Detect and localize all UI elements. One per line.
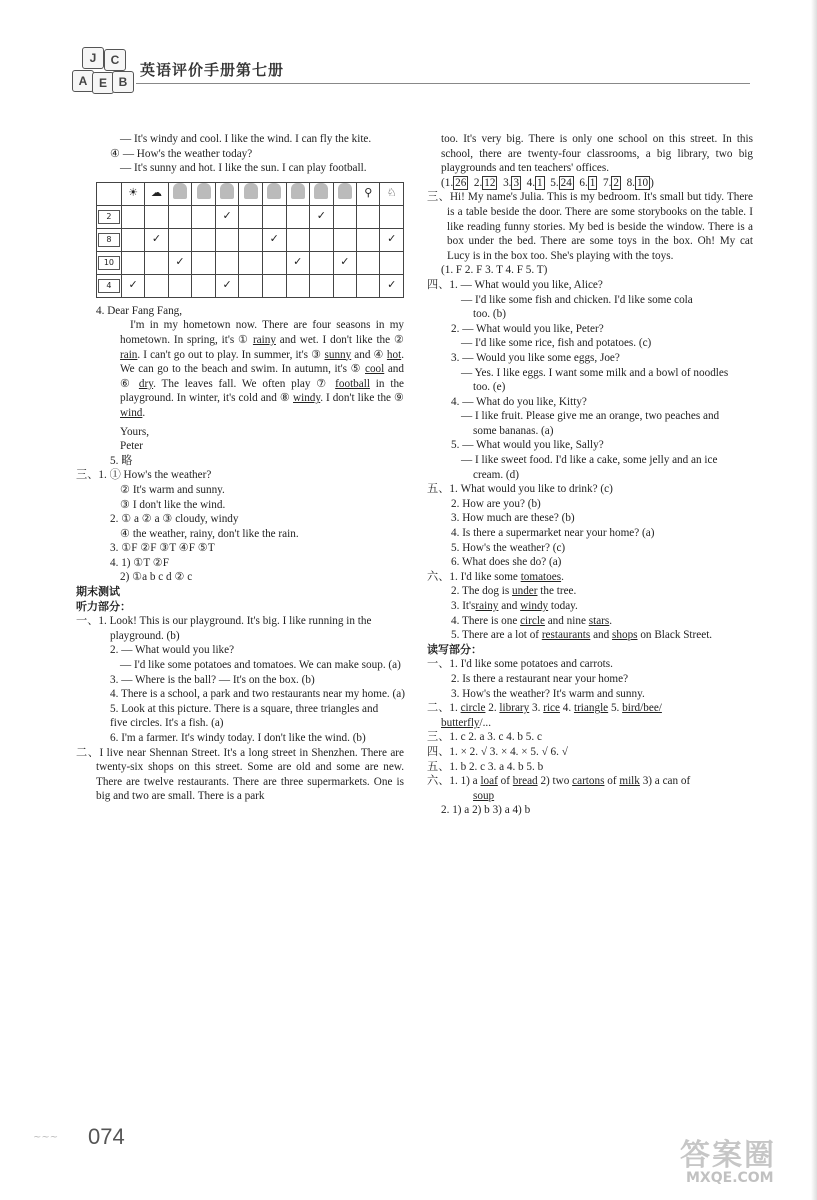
child-icon xyxy=(215,182,239,205)
answer-line: 3. — Would you like some eggs, Joe? xyxy=(451,351,620,364)
bicycle-icon: ⚲ xyxy=(357,182,380,205)
answer-line: 2. Is there a restaurant near your home? xyxy=(451,672,629,685)
child-icon xyxy=(239,182,263,205)
block-e: E xyxy=(92,72,114,94)
answer-line: — I'd like some potatoes and tomatoes. We can make soup. (a) xyxy=(120,659,401,672)
letter-signature: Peter xyxy=(120,440,143,453)
answer-line: 2. — What would you like? xyxy=(110,644,235,657)
answer-line: too. (b) xyxy=(473,308,506,321)
answer-line: 四、1. — What would you like, Alice? xyxy=(427,278,603,291)
answer-line: 3. How's the weather? It's warm and sunny. xyxy=(451,687,645,700)
child-icon xyxy=(333,182,357,205)
answer-line: 三、1. ① How's the weather? xyxy=(76,469,212,482)
answer-line: 3. How much are these? (b) xyxy=(451,512,575,525)
child-icon xyxy=(286,182,310,205)
answer-line: 5. 略 xyxy=(110,454,133,467)
answer-line: 6. What does she do? (a) xyxy=(451,556,562,569)
watermark-logo: 答案圈 xyxy=(680,1138,776,1173)
answer-line: 4. Is there a supermarket near your home? (a) xyxy=(451,527,655,540)
answer-line: — Yes. I like eggs. I want some milk and a bowl of noodles xyxy=(461,366,729,379)
grid-row-label: 8 xyxy=(97,228,122,251)
section-heading: 听力部分： xyxy=(76,599,131,613)
reading-passage: 二、I live near Shennan Street. It's a long street in Shenzhen. There are twenty-six shops on this street. Some are old and some are new. There are twelve restaurants. There are three supermarkets. One is big and two are small. There is a park xyxy=(76,746,404,803)
grid-header-row xyxy=(97,182,404,205)
header-rule xyxy=(136,83,750,84)
dialog-line: — It's sunny and hot. I like the sun. I can play football. xyxy=(120,162,367,175)
answer-line: ④ the weather, rainy, don't like the rain. xyxy=(120,527,299,540)
answer-line: 三、1. c 2. a 3. c 4. b 5. c xyxy=(427,731,542,744)
answer-line: ③ I don't like the wind. xyxy=(120,498,226,511)
answer-line: ② It's warm and sunny. xyxy=(120,483,225,496)
answer-line: too. (e) xyxy=(473,381,506,394)
answer-line: 2. — What would you like, Peter? xyxy=(451,322,604,335)
reading-passage: 三、Hi! My name's Julia. This is my bedroom. It's small but tidy. There is a table beside the door. There are some storybooks on the table. I like reading funny stories. My bed is beside the window. There is a box under the bed. There are some toys in the box. Oh! My cat Lucy is in the box too. She's playing with the toys. xyxy=(427,191,753,262)
dialog-line: ④ — How's the weather today? xyxy=(110,147,253,160)
reading-passage: too. It's very big. There is only one school on this street. In this school, there are twenty-four classrooms, a big library, two big playgrounds and ten teachers' offices. xyxy=(441,133,753,175)
answer-line: 6. I'm a farmer. It's windy today. I don't like the wind. (b) xyxy=(110,732,366,744)
letter-closing: Yours, xyxy=(120,425,150,438)
answer-line: 2. How are you? (b) xyxy=(451,497,541,510)
watermark-url: MXQE.COM xyxy=(686,1170,774,1186)
answer-line: 五、1. What would you like to drink? (c) xyxy=(427,483,613,496)
answer-line: 5. — What would you like, Sally? xyxy=(451,439,604,452)
answer-line: 3. — Where is the ball? — It's on the box. (b) xyxy=(110,673,315,686)
grid-row: 10 ✓ ✓ ✓ xyxy=(97,251,404,274)
child-icon xyxy=(192,182,216,205)
dialog-line: — It's windy and cool. I like the wind. I can fly the kite. xyxy=(120,133,372,145)
child-icon xyxy=(310,182,334,205)
answer-line: 2. 1) a 2) b 3) a 4) b xyxy=(441,804,531,817)
grid-row: 8 ✓ ✓ ✓ xyxy=(97,228,404,251)
section-heading: 读写部分： xyxy=(427,642,482,656)
answer-line: — I'd like some fish and chicken. I'd like some cola xyxy=(461,293,693,306)
grid-row-label: 2 xyxy=(97,205,122,228)
letter-body: I'm in my hometown now. There are four seasons in my hometown. In spring, it's ① rainy and wet. I don't like the ② rain. I can't go out to play. In summer, it's ③ sunny and ④ hot. We can go to the beach and swim. In autumn, it's ⑤ cool and ⑥ dry. The leaves fall. We often play ⑦ football in the playground. In winter, it's cold and ⑧ windy. I don't like the ⑨ wind. xyxy=(120,319,405,419)
dog-icon: ♘ xyxy=(380,182,404,205)
watermark xyxy=(680,1130,810,1192)
answer-line: 4. — What do you like, Kitty? xyxy=(451,395,587,408)
section-heading: 期末测试 xyxy=(76,585,120,599)
weather-grid xyxy=(96,182,404,298)
answer-line: 3. ①F ②F ③T ④F ⑤T xyxy=(110,542,215,555)
page-edge-shadow xyxy=(811,0,817,1200)
answer-line: 2. The dog is under the tree. xyxy=(451,585,577,598)
block-j: J xyxy=(82,47,104,69)
answer-line: cream. (d) xyxy=(473,468,519,481)
answer-line: 4. There is a school, a park and two restaurants near my home. (a) xyxy=(110,688,405,701)
answer-line: five circles. It's a fish. (a) xyxy=(110,717,224,730)
answer-line: 一、1. Look! This is our playground. It's big. I like running in the xyxy=(76,615,372,628)
answer-line: 一、1. I'd like some potatoes and carrots. xyxy=(427,658,613,671)
answer-line: 5. Look at this picture. There is a square, three triangles and xyxy=(110,702,379,715)
answer-line: some bananas. (a) xyxy=(473,424,554,437)
answer-line: playground. (b) xyxy=(110,629,180,642)
decorative-scribble: ~~~ xyxy=(33,1132,59,1143)
answer-line: — I like fruit. Please give me an orange, two peaches and xyxy=(461,410,720,423)
answer-line: — I'd like some rice, fish and potatoes. (c) xyxy=(461,337,652,350)
answer-line: 四、1. × 2. √ 3. × 4. × 5. √ 6. √ xyxy=(427,745,568,758)
page-header xyxy=(70,45,750,95)
block-b: B xyxy=(112,71,134,93)
grid-row: 4 ✓ ✓ ✓ xyxy=(97,274,404,297)
answer-line: 5. There are a lot of restaurants and shops on Black Street. xyxy=(451,629,713,642)
answer-line: — I like sweet food. I'd like a cake, some jelly and an ice xyxy=(461,454,718,467)
abc-blocks-logo xyxy=(70,47,134,95)
answer-line: butterfly/... xyxy=(441,716,492,729)
answer-line: (1. F 2. F 3. T 4. F 5. T) xyxy=(441,264,548,277)
page-number: 074 xyxy=(88,1124,125,1149)
answer-line: 二、1. circle 2. library 3. rice 4. triangle 5. bird/bee/ xyxy=(427,702,662,715)
answer-line: soup xyxy=(473,789,495,802)
answer-boxes: (1. 26 2. 12 3. 3 4. 1 5. 24 6. 1 7. 2 8. 10 ) xyxy=(441,176,654,189)
book-title: 英语评价手册第七册 xyxy=(140,61,285,79)
answer-line: 4. 1) ①T ②F xyxy=(110,556,170,569)
answer-line: 3. It'srainy and windy today. xyxy=(451,600,578,612)
answer-line: 六、1. 1) a loaf of bread 2) two cartons of milk 3) a can of xyxy=(427,775,691,788)
letter-greeting: 4. Dear Fang Fang, xyxy=(96,304,183,317)
child-icon xyxy=(262,182,286,205)
answer-line: 2) ①a b c d ② c xyxy=(120,571,193,584)
grid-cell xyxy=(97,182,122,205)
right-column xyxy=(427,132,753,818)
grid-row-label: 10 xyxy=(97,251,122,274)
grid-row: 2 ✓ ✓ xyxy=(97,205,404,228)
sun-icon: ☀ xyxy=(121,182,144,205)
answer-line: 2. ① a ② a ③ cloudy, windy xyxy=(110,513,239,526)
answer-line: 5. How's the weather? (c) xyxy=(451,541,566,554)
answer-line: 六、1. I'd like some tomatoes. xyxy=(427,570,564,583)
answer-line: 五、1. b 2. c 3. a 4. b 5. b xyxy=(427,760,544,773)
block-c: C xyxy=(104,49,126,71)
child-icon xyxy=(168,182,192,205)
left-column xyxy=(76,132,405,804)
answer-line: 4. There is one circle and nine stars. xyxy=(451,614,613,627)
grid-row-label: 4 xyxy=(97,274,122,297)
cloud-icon: ☁ xyxy=(145,182,168,205)
block-a: A xyxy=(72,70,94,92)
